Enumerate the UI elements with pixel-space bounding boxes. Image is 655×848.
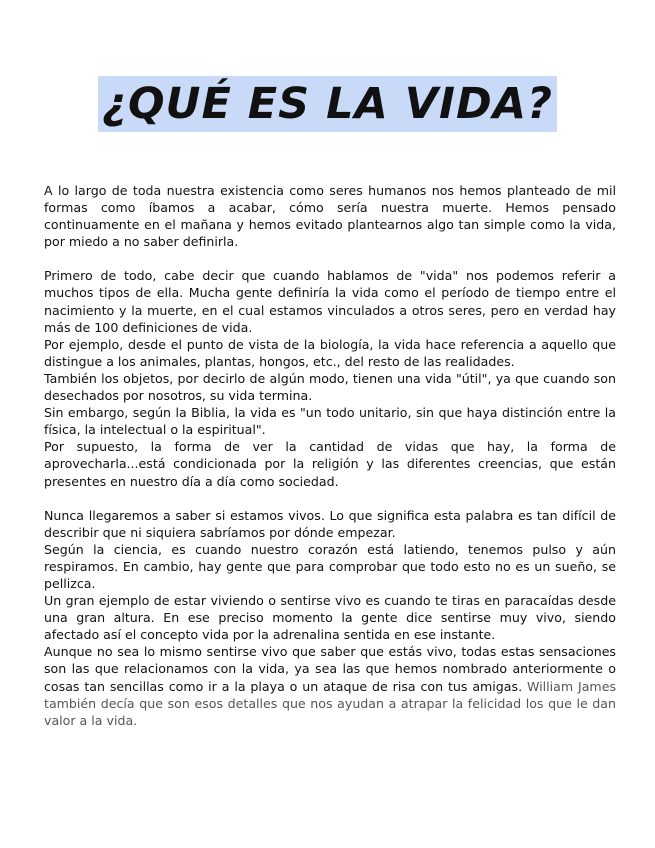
title-container bbox=[0, 76, 655, 132]
paragraph-conclusion bbox=[44, 643, 616, 728]
paragraph-science: Según la ciencia, es cuando nuestro corazón está latiendo, tenemos pulso y aún respiramos. En cambio, hay gente que para comprobar que todo esto no es un sueño, se pellizca. bbox=[44, 541, 616, 591]
page-title: ¿QUÉ ES LA VIDA? bbox=[98, 76, 557, 132]
paragraph-alive: Nunca llegaremos a saber si estamos vivos. Lo que significa esta palabra es tan difícil de describir que ni siquiera sabríamos por dónde empezar. bbox=[44, 507, 616, 540]
paragraph-biology: Por ejemplo, desde el punto de vista de la biología, la vida hace referencia a aquello que distingue a los animales, plantas, hongos, etc., del resto de las realidades. bbox=[44, 336, 616, 369]
paragraph-intro: A lo largo de toda nuestra existencia como seres humanos nos hemos planteado de mil formas como íbamos a acabar, cómo sería nuestra muerte. Hemos pensado continuamente en el mañana y hemos evitado plantearnos algo tan simple como la vida, por miedo a no saber definirla. bbox=[44, 183, 616, 250]
william-james-quote: William James también decía que son esos detalles que nos ayudan a atrapar la felicidad los que le dan valor a la vida. bbox=[44, 678, 617, 728]
document-body bbox=[44, 182, 616, 729]
paragraph-definitions: Primero de todo, cabe decir que cuando hablamos de "vida" nos podemos referir a muchos tipos de ella. Mucha gente definiría la vida como el período de tiempo entre el nacimiento y la muerte, en el cual estamos vinculados a otros seres, pero en verdad hay más de 100 definiciones de vida. bbox=[44, 268, 616, 335]
paragraph-skydiving: Un gran ejemplo de estar viviendo o sentirse vivo es cuando te tiras en paracaídas desde una gran altura. En ese preciso momento la gente dice sentirse muy vivo, siendo afectado así el concepto vida por la adrenalina sentida en ese instante. bbox=[44, 593, 616, 643]
paragraph-religion: Por supuesto, la forma de ver la cantidad de vidas que hay, la forma de aprovecharla...está condicionada por la religión y las diferentes creencias, que están presentes en nuestro día a día como sociedad. bbox=[44, 439, 616, 489]
conclusion-text: Aunque no sea lo mismo sentirse vivo que saber que estás vivo, todas estas sensaciones son las que relacionamos con la vida, ya sea las que hemos nombrado anteriormente o cosas tan sencillas como ir a la playa o un ataque de risa con tus amigas. bbox=[44, 644, 616, 694]
paragraph-bible: Sin embargo, según la Biblia, la vida es "un todo unitario, sin que haya distinción entre la física, la intelectual o la espiritual". bbox=[44, 405, 616, 438]
paragraph-objects: También los objetos, por decirlo de algún modo, tienen una vida "útil", ya que cuando son desechados por nosotros, su vida termina. bbox=[44, 370, 616, 404]
